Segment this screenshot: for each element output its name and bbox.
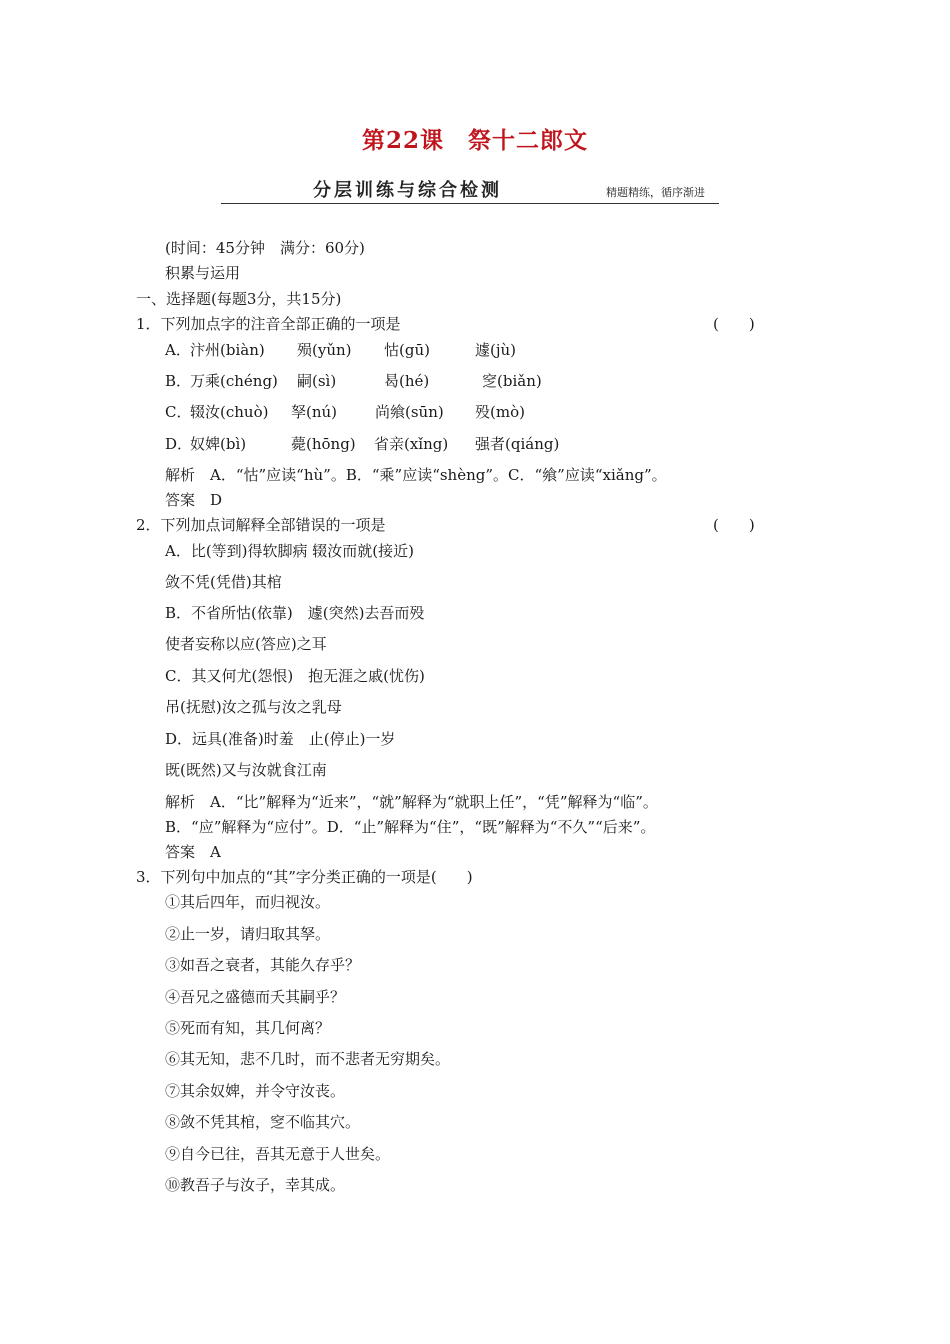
section-heading: 积累与运用 — [165, 264, 241, 282]
q1-analysis: 解析 A．“怙”应读“hù”。B．“乘”应读“shèng”。C．“飨”应读“xiǎng”。 — [165, 466, 667, 484]
q2-analysis: 解析 A．“比”解释为“近来”，“就”解释为“就职上任”，“凭”解释为“临”。 — [165, 793, 658, 811]
q1-option-d-item: 薨(hōng) — [291, 435, 356, 453]
q3-sentence: ⑧敛不凭其棺，窆不临其穴。 — [165, 1113, 361, 1131]
q1-stem: 1．下列加点字的注音全部正确的一项是 — [136, 315, 401, 333]
q1-option-a-item: 怙(gū) — [384, 341, 430, 359]
q3-sentence: ⑤死而有知，其几何离？ — [165, 1019, 331, 1037]
banner-divider — [221, 203, 719, 204]
q3-sentence: ③如吾之衰者，其能久存乎？ — [165, 956, 361, 974]
lesson-title: 第22课 祭十二郎文 — [361, 127, 588, 154]
q1-option-a-label: A． — [165, 341, 191, 359]
banner-subtitle: 精题精练，循序渐进 — [606, 186, 705, 199]
banner-heading: 分层训练与综合检测 — [313, 180, 502, 201]
q1-option-c-item: 辍汝(chuò) — [190, 403, 269, 421]
q1-option-b-item: 曷(hé) — [384, 372, 430, 390]
q1-option-c-label: C． — [165, 403, 192, 421]
q1-option-c-item: 孥(nú) — [291, 403, 338, 421]
q3-sentence: ⑦其余奴婢，并令守汝丧。 — [165, 1082, 346, 1100]
q2-option-line: 使者妄称以应(答应)之耳 — [165, 635, 327, 653]
q2-option-line: 吊(抚慰)汝之孤与汝之乳母 — [165, 698, 342, 716]
q1-option-a-item: 殒(yǔn) — [297, 341, 352, 359]
q2-analysis-continued: B．“应”解释为“应付”。D．“止”解释为“住”，“既”解释为“不久”“后来”。 — [165, 818, 656, 836]
q1-option-b-item: 万乘(chéng) — [190, 372, 278, 390]
q1-answer-blank: ( ) — [713, 315, 755, 333]
q2-answer-blank: ( ) — [713, 516, 755, 534]
q3-sentence: ①其后四年，而归视汝。 — [165, 893, 331, 911]
q2-stem: 2．下列加点词解释全部错误的一项是 — [136, 516, 386, 534]
q3-sentence: ②止一岁，请归取其孥。 — [165, 925, 331, 943]
q1-option-d-item: 省亲(xǐng) — [374, 435, 449, 453]
q2-option-line: 敛不凭(凭借)其棺 — [165, 573, 282, 591]
section-banner — [221, 176, 719, 206]
q1-option-d-item: 奴婢(bì) — [190, 435, 247, 453]
exam-meta: (时间：45分钟 满分：60分) — [165, 239, 365, 257]
q1-option-a-item: 遽(jù) — [475, 341, 517, 359]
part-heading: 一、选择题(每题3分，共15分) — [136, 290, 342, 308]
q1-option-c-item: 尚飨(sūn) — [375, 403, 444, 421]
q3-stem: 3．下列句中加点的“其”字分类正确的一项是( ) — [136, 868, 473, 886]
q3-sentence: ④吾兄之盛德而夭其嗣乎？ — [165, 988, 346, 1006]
q1-answer: 答案 D — [165, 491, 223, 509]
q2-option-line: 既(既然)又与汝就食江南 — [165, 761, 327, 779]
q2-option-line: C．其又何尤(怨恨) 抱无涯之戚(忧伤) — [165, 667, 425, 685]
q2-option-line: D．远具(准备)时羞 止(停止)一岁 — [165, 730, 396, 748]
q1-option-c-item: 殁(mò) — [475, 403, 525, 421]
q1-option-d-item: 强者(qiáng) — [475, 435, 560, 453]
q1-option-b-label: B． — [165, 372, 192, 390]
q1-option-b-item: 嗣(sì) — [297, 372, 337, 390]
q1-option-d-label: D． — [165, 435, 193, 453]
q2-option-line: B．不省所怙(依靠) 遽(突然)去吾而殁 — [165, 604, 425, 622]
q1-option-a-item: 汴州(biàn) — [190, 341, 265, 359]
q2-answer: 答案 A — [165, 843, 221, 861]
q2-option-line: A．比(等到)得软脚病 辍汝而就(接近) — [165, 542, 415, 560]
q3-sentence: ⑨自今已往，吾其无意于人世矣。 — [165, 1145, 391, 1163]
q1-option-b-item: 窆(biǎn) — [482, 372, 542, 390]
q3-sentence: ⑩教吾子与汝子，幸其成。 — [165, 1176, 346, 1194]
q3-sentence: ⑥其无知，悲不几时，而不悲者无穷期矣。 — [165, 1050, 451, 1068]
